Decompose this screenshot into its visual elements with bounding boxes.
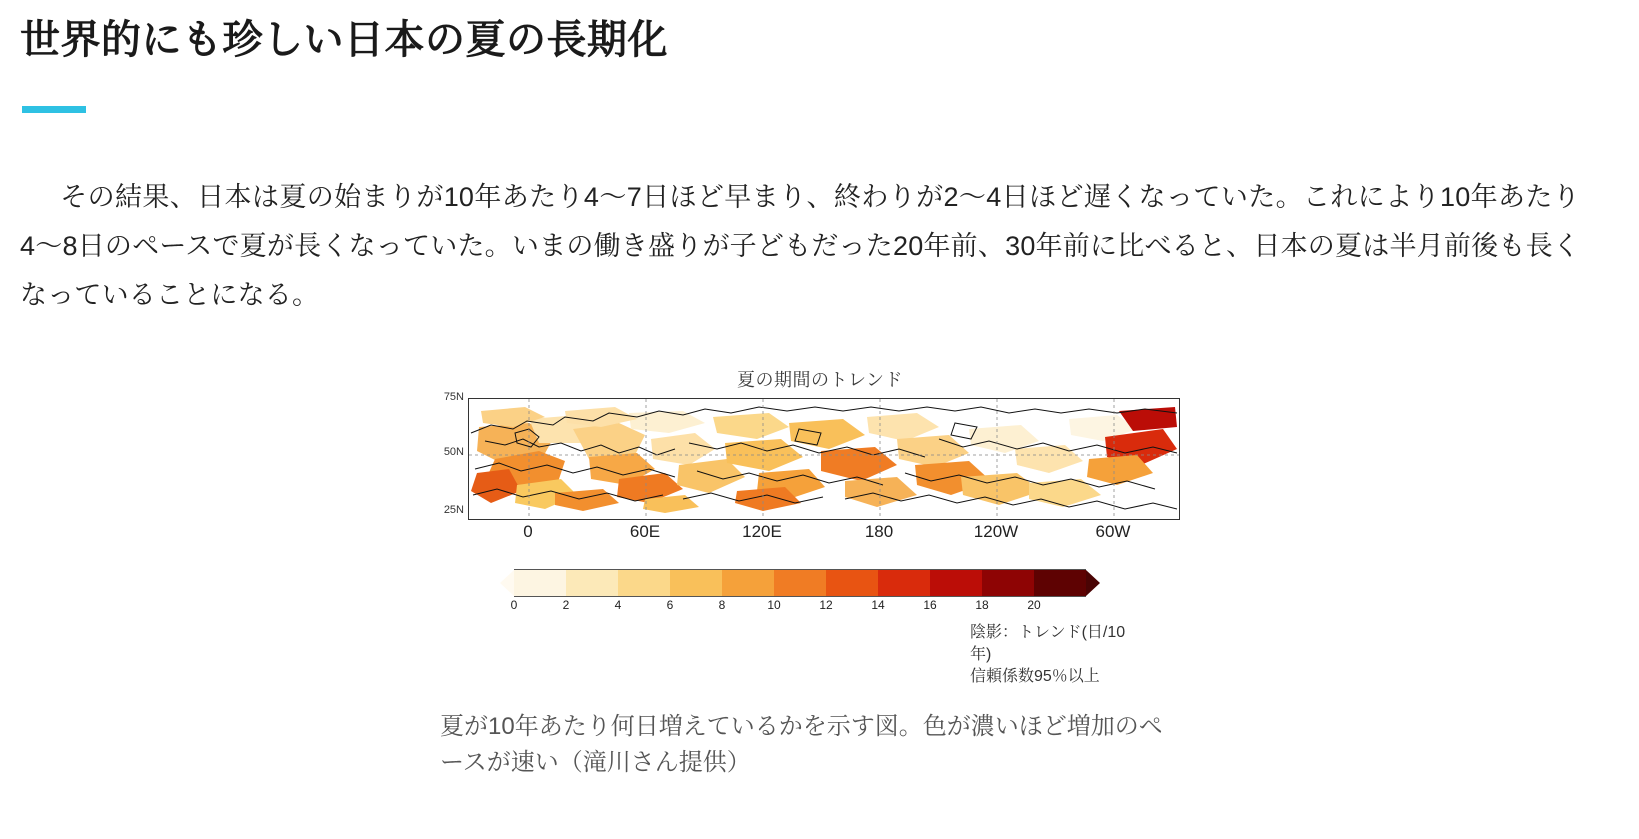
x-tick-1: 60E <box>629 522 661 542</box>
figure-inner <box>440 366 1200 687</box>
colorbar-cell <box>930 570 982 596</box>
x-tick-5: 60W <box>1095 522 1131 542</box>
colorbar-cell <box>878 570 930 596</box>
colorbar-tick: 2 <box>562 598 570 613</box>
colorbar-tick: 8 <box>718 598 726 613</box>
x-tick-3: 180 <box>864 522 894 542</box>
y-tick-1: 50N <box>443 446 464 459</box>
colorbar <box>500 570 1140 687</box>
colorbar-cell <box>722 570 774 596</box>
colorbar-cells <box>514 569 1086 597</box>
colorbar-cell <box>514 570 566 596</box>
map-svg <box>469 399 1179 519</box>
y-tick-0: 75N <box>443 391 464 404</box>
paragraph-text: その結果、日本は夏の始まりが10年あたり4〜7日ほど早まり、終わりが2〜4日ほど遅くなっていた。これにより10年あたり4〜8日のペースで夏が長くなっていた。いまの働き盛りが子どもだった20年前、30年前に比べると、日本の夏は半月前後も長くなっていることになる。 <box>20 182 1580 311</box>
colorbar-tick: 6 <box>666 598 674 613</box>
x-tick-2: 120E <box>742 522 782 542</box>
colorbar-extend-low <box>500 570 514 596</box>
map-canvas <box>468 398 1180 520</box>
colorbar-tick: 12 <box>819 598 833 613</box>
y-tick-2: 25N <box>443 504 464 517</box>
colorbar-cell <box>670 570 722 596</box>
figure-title: 夏の期間のトレンド <box>736 370 904 391</box>
map-plot <box>443 391 1188 544</box>
colorbar-note-shading: 陰影：トレンド(日/10年) <box>970 624 1126 663</box>
colorbar-cell <box>982 570 1034 596</box>
colorbar-tick: 18 <box>975 598 989 613</box>
colorbar-cell <box>618 570 670 596</box>
colorbar-ticks <box>510 598 1086 616</box>
x-tick-4: 120W <box>973 522 1019 542</box>
title-accent-rule <box>22 106 86 113</box>
figure-block <box>20 366 1619 781</box>
colorbar-cell <box>826 570 878 596</box>
x-tick-0: 0 <box>523 522 533 542</box>
y-axis-labels <box>424 391 464 520</box>
figure-caption: 夏が10年あたり何日増えているかを示す図。色が濃いほど増加のペースが速い（滝川さん提供） <box>440 713 1163 777</box>
colorbar-tick: 14 <box>871 598 885 613</box>
colorbar-tick: 10 <box>767 598 781 613</box>
colorbar-extend-high <box>1086 570 1100 596</box>
colorbar-notes <box>970 622 1140 687</box>
colorbar-bar <box>500 570 1140 596</box>
colorbar-cell <box>774 570 826 596</box>
colorbar-tick: 16 <box>923 598 937 613</box>
colorbar-cell <box>1034 570 1086 596</box>
colorbar-tick: 4 <box>614 598 622 613</box>
colorbar-tick: 20 <box>1027 598 1041 613</box>
colorbar-cell <box>566 570 618 596</box>
page-title: 世界的にも珍しい日本の夏の長期化 <box>20 18 668 62</box>
article-paragraph <box>20 173 1580 320</box>
colorbar-note-confidence: 信頼係数95％以上 <box>970 667 1100 685</box>
x-axis-labels <box>468 522 1180 544</box>
colorbar-tick: 0 <box>510 598 518 613</box>
